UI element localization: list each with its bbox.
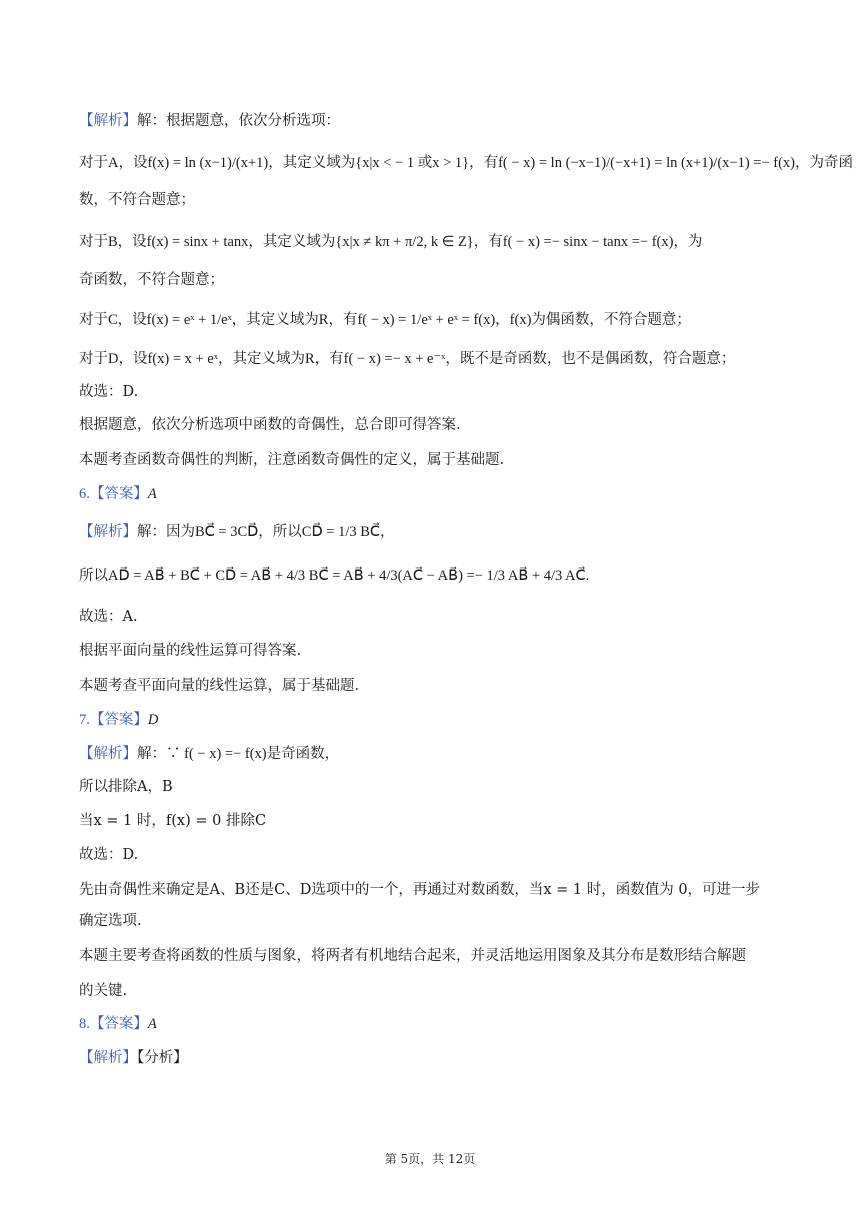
question-number: 6. [79, 486, 90, 502]
solution-line [79, 777, 790, 797]
solution-line [79, 310, 790, 330]
solution-line [79, 566, 790, 586]
question-number: 7. [79, 712, 90, 728]
solution-line [79, 111, 790, 131]
answer-line [79, 710, 790, 730]
line-text: 本题主要考查将函数的性质与图象，将两者有机地结合起来，并灵活地运用图象及其分布是数形结合解题 [79, 948, 746, 964]
solution-line [79, 607, 790, 627]
analysis-tag: 【解析】 [79, 524, 137, 540]
answer-value: A [147, 486, 157, 502]
solution-line [79, 641, 790, 661]
question-number: 8. [79, 1016, 90, 1032]
solution-line [79, 190, 790, 210]
line-text: 本题考查平面向量的线性运算，属于基础题. [79, 678, 360, 694]
line-text: 对于B，设f(x) = sinx + tanx，其定义域为{x|x ≠ kπ + π/2, k ∈ Z}，有f( − x) =− sinx − tanx =− f(x)，为 [79, 234, 703, 250]
answer-tag: 【答案】 [89, 486, 148, 502]
line-text: 当x = 1 时，f(x) = 0 排除C [79, 813, 267, 829]
line-text: 故选：A. [79, 609, 138, 625]
line-text: 对于C，设f(x) = eˣ + 1/eˣ，其定义域为R，有f( − x) = 1/eˣ + eˣ = f(x)，f(x)为偶函数，不符合题意； [79, 312, 691, 328]
answer-value: A [147, 1016, 157, 1032]
solution-line [79, 811, 790, 831]
page-footer: 第 5页，共 12页 [384, 1152, 476, 1166]
answer-value: D [147, 712, 159, 728]
analysis-tag: 【解析】 [79, 746, 137, 762]
line-text: 对于D，设f(x) = x + eˣ，其定义域为R，有f( − x) =− x + e⁻ˣ，既不是奇函数，也不是偶函数，符合题意； [79, 351, 736, 367]
solution-line [79, 744, 790, 764]
solution-line [79, 270, 790, 290]
line-text: 解：根据题意，依次分析选项： [137, 113, 340, 129]
solution-line [79, 880, 790, 900]
line-text: 解：∵ f( − x) =− f(x)是奇函数， [137, 746, 340, 762]
solution-line [79, 349, 790, 369]
solution-line [79, 450, 790, 470]
answer-tag: 【答案】 [89, 712, 148, 728]
answer-tag: 【答案】 [89, 1016, 148, 1032]
solution-line [79, 845, 790, 865]
solution-line [79, 153, 854, 173]
line-text: 故选：D. [79, 384, 139, 400]
answer-line [79, 484, 790, 504]
line-text: 先由奇偶性来确定是A、B还是C、D选项中的一个，再通过对数函数，当x = 1 时，函数值为 0，可进一步 [79, 882, 761, 898]
line-text: 确定选项. [79, 913, 142, 929]
line-text: 解：因为BC⃗ = 3CD⃗，所以CD⃗ = 1/3 BC⃗， [137, 524, 395, 540]
solution-line [79, 232, 790, 252]
solution-line [79, 911, 790, 931]
analysis-tag: 【解析】 [79, 1050, 137, 1066]
solution-line [79, 676, 790, 696]
line-text: 数，不符合题意； [79, 192, 195, 208]
line-text: 根据题意，依次分析选项中函数的奇偶性，总合即可得答案. [79, 417, 461, 433]
line-text: 的关键. [79, 983, 128, 999]
solution-line [79, 382, 790, 402]
line-text: 【分析】 [137, 1050, 188, 1066]
solution-line [79, 415, 790, 435]
solution-line [79, 522, 790, 542]
answer-line [79, 1014, 790, 1034]
line-text: 所以AD⃗ = AB⃗ + BC⃗ + CD⃗ = AB⃗ + 4/3 BC⃗ = AB⃗ + 4/3(AC⃗ − AB⃗) =− 1/3 AB⃗ + 4/3 AC⃗. [79, 568, 590, 584]
analysis-tag: 【解析】 [79, 113, 137, 129]
solution-line [79, 981, 790, 1001]
line-text: 根据平面向量的线性运算可得答案. [79, 643, 302, 659]
line-text: 故选：D. [79, 847, 139, 863]
solution-line [79, 946, 790, 966]
line-text: 对于A，设f(x) = ln (x−1)/(x+1)，其定义域为{x|x < − 1 或x > 1}，有f( − x) = ln (−x−1)/(−x+1) = ln (x+1)/(x−1) =− f(x)，为奇函 [79, 155, 854, 171]
line-text: 奇函数，不符合题意； [79, 272, 224, 288]
line-text: 本题考查函数奇偶性的判断，注意函数奇偶性的定义，属于基础题. [79, 452, 505, 468]
solution-line [79, 1048, 790, 1068]
line-text: 所以排除A，B [79, 779, 173, 795]
